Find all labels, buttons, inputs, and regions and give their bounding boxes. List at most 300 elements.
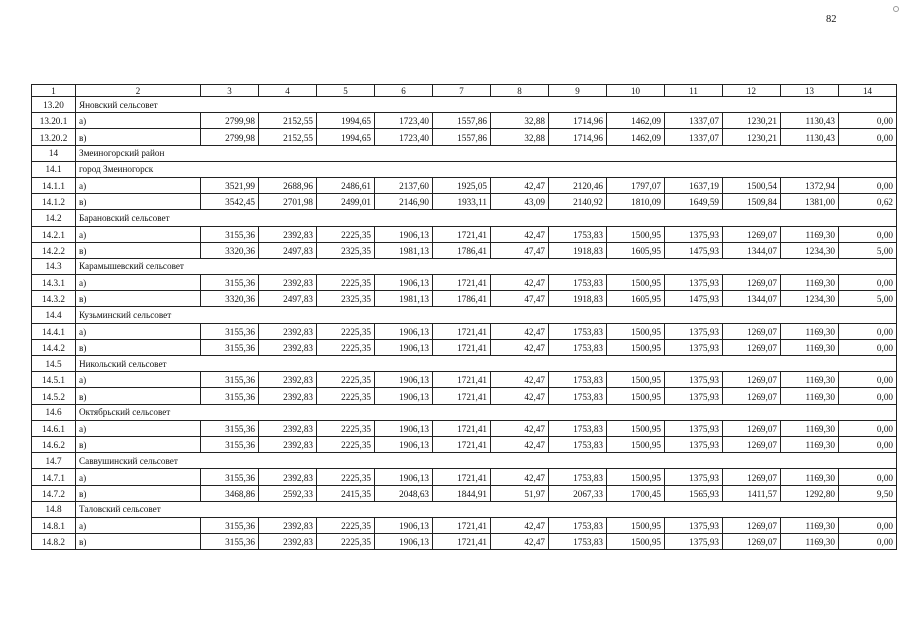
column-number-header-row <box>32 85 897 97</box>
value-cell-col-11: 1375,93 <box>665 517 723 533</box>
value-cell-col-12: 1269,07 <box>723 420 781 436</box>
table-row <box>32 129 897 145</box>
value-cell-col-7: 1557,86 <box>433 129 491 145</box>
table-row <box>32 226 897 242</box>
value-cell-col-7: 1721,41 <box>433 534 491 550</box>
value-cell-col-4: 2701,98 <box>259 194 317 210</box>
row-code: 14.6.1 <box>32 420 76 436</box>
value-cell-col-3: 2799,98 <box>201 129 259 145</box>
value-cell-col-4: 2392,83 <box>259 388 317 404</box>
value-cell-col-12: 1269,07 <box>723 469 781 485</box>
table-row <box>32 534 897 550</box>
value-cell-col-9: 1918,83 <box>549 291 607 307</box>
section-name: Таловский сельсовет <box>76 501 897 517</box>
section-row <box>32 501 897 517</box>
value-cell-col-10: 1500,95 <box>607 388 665 404</box>
value-cell-col-5: 2225,35 <box>317 469 375 485</box>
section-name: Карамышевский сельсовет <box>76 258 897 274</box>
value-cell-col-5: 2499,01 <box>317 194 375 210</box>
value-cell-col-12: 1269,07 <box>723 323 781 339</box>
value-cell-col-8: 42,47 <box>491 436 549 452</box>
value-cell-col-8: 42,47 <box>491 372 549 388</box>
table-row <box>32 388 897 404</box>
value-cell-col-8: 42,47 <box>491 469 549 485</box>
value-cell-col-9: 1753,83 <box>549 469 607 485</box>
table-row <box>32 113 897 129</box>
section-code: 14 <box>32 145 76 161</box>
value-cell-col-13: 1372,94 <box>781 177 839 193</box>
value-cell-col-9: 1714,96 <box>549 113 607 129</box>
value-cell-col-13: 1169,30 <box>781 372 839 388</box>
table-row <box>32 517 897 533</box>
column-header-13: 13 <box>781 85 839 97</box>
value-cell-col-3: 3155,36 <box>201 323 259 339</box>
value-cell-col-12: 1344,07 <box>723 242 781 258</box>
value-cell-col-12: 1269,07 <box>723 339 781 355</box>
value-cell-col-4: 2497,83 <box>259 291 317 307</box>
value-cell-col-6: 1906,13 <box>375 436 433 452</box>
value-cell-col-11: 1337,07 <box>665 129 723 145</box>
row-code: 14.2.2 <box>32 242 76 258</box>
value-cell-col-13: 1234,30 <box>781 242 839 258</box>
value-cell-col-4: 2392,83 <box>259 420 317 436</box>
value-cell-col-12: 1269,07 <box>723 226 781 242</box>
value-cell-col-14: 0,00 <box>839 469 897 485</box>
value-cell-col-11: 1565,93 <box>665 485 723 501</box>
value-cell-col-3: 3155,36 <box>201 436 259 452</box>
value-cell-col-14: 0,00 <box>839 388 897 404</box>
value-cell-col-12: 1269,07 <box>723 534 781 550</box>
table-row <box>32 291 897 307</box>
value-cell-col-11: 1375,93 <box>665 323 723 339</box>
value-cell-col-10: 1500,95 <box>607 323 665 339</box>
value-cell-col-6: 1906,13 <box>375 226 433 242</box>
section-row <box>32 210 897 226</box>
value-cell-col-10: 1797,07 <box>607 177 665 193</box>
section-code: 14.4 <box>32 307 76 323</box>
value-cell-col-7: 1925,05 <box>433 177 491 193</box>
value-cell-col-6: 1981,13 <box>375 242 433 258</box>
column-header-7: 7 <box>433 85 491 97</box>
table-row <box>32 469 897 485</box>
value-cell-col-3: 3155,36 <box>201 534 259 550</box>
value-cell-col-8: 42,47 <box>491 420 549 436</box>
table-row <box>32 436 897 452</box>
value-cell-col-9: 1753,83 <box>549 372 607 388</box>
section-name: город Змеиногорск <box>76 161 897 177</box>
column-header-1: 1 <box>32 85 76 97</box>
section-code: 14.8 <box>32 501 76 517</box>
table-row <box>32 485 897 501</box>
value-cell-col-3: 3155,36 <box>201 469 259 485</box>
value-cell-col-8: 42,47 <box>491 517 549 533</box>
value-cell-col-11: 1649,59 <box>665 194 723 210</box>
row-label: в) <box>76 485 201 501</box>
value-cell-col-14: 0,00 <box>839 339 897 355</box>
value-cell-col-3: 3320,36 <box>201 291 259 307</box>
section-code: 13.20 <box>32 97 76 113</box>
section-row <box>32 97 897 113</box>
value-cell-col-11: 1475,93 <box>665 291 723 307</box>
value-cell-col-14: 0,00 <box>839 275 897 291</box>
value-cell-col-6: 1723,40 <box>375 129 433 145</box>
value-cell-col-8: 42,47 <box>491 534 549 550</box>
page-number: 82 <box>826 14 837 25</box>
value-cell-col-3: 3155,36 <box>201 388 259 404</box>
column-header-11: 11 <box>665 85 723 97</box>
section-code: 14.3 <box>32 258 76 274</box>
value-cell-col-13: 1169,30 <box>781 534 839 550</box>
value-cell-col-13: 1169,30 <box>781 469 839 485</box>
section-name: Никольский сельсовет <box>76 356 897 372</box>
value-cell-col-12: 1509,84 <box>723 194 781 210</box>
row-code: 14.7.2 <box>32 485 76 501</box>
value-cell-col-9: 1753,83 <box>549 339 607 355</box>
value-cell-col-5: 2225,35 <box>317 436 375 452</box>
value-cell-col-13: 1169,30 <box>781 388 839 404</box>
value-cell-col-11: 1375,93 <box>665 275 723 291</box>
value-cell-col-7: 1721,41 <box>433 323 491 339</box>
value-cell-col-12: 1269,07 <box>723 436 781 452</box>
value-cell-col-4: 2152,55 <box>259 113 317 129</box>
value-cell-col-9: 1714,96 <box>549 129 607 145</box>
row-code: 13.20.1 <box>32 113 76 129</box>
table-row <box>32 242 897 258</box>
row-label: в) <box>76 242 201 258</box>
value-cell-col-7: 1721,41 <box>433 517 491 533</box>
section-row <box>32 356 897 372</box>
table-row <box>32 339 897 355</box>
value-cell-col-11: 1375,93 <box>665 420 723 436</box>
value-cell-col-12: 1230,21 <box>723 113 781 129</box>
value-cell-col-13: 1169,30 <box>781 436 839 452</box>
row-label: а) <box>76 226 201 242</box>
value-cell-col-5: 1994,65 <box>317 129 375 145</box>
value-cell-col-12: 1230,21 <box>723 129 781 145</box>
row-label: а) <box>76 275 201 291</box>
value-cell-col-14: 0,62 <box>839 194 897 210</box>
value-cell-col-5: 2225,35 <box>317 372 375 388</box>
value-cell-col-13: 1169,30 <box>781 275 839 291</box>
value-cell-col-13: 1292,80 <box>781 485 839 501</box>
value-cell-col-5: 2225,35 <box>317 420 375 436</box>
value-cell-col-12: 1269,07 <box>723 372 781 388</box>
value-cell-col-6: 1981,13 <box>375 291 433 307</box>
column-header-8: 8 <box>491 85 549 97</box>
value-cell-col-10: 1810,09 <box>607 194 665 210</box>
column-header-3: 3 <box>201 85 259 97</box>
section-name: Кузьминский сельсовет <box>76 307 897 323</box>
value-cell-col-14: 0,00 <box>839 113 897 129</box>
value-cell-col-7: 1557,86 <box>433 113 491 129</box>
value-cell-col-6: 1723,40 <box>375 113 433 129</box>
value-cell-col-7: 1786,41 <box>433 242 491 258</box>
row-code: 13.20.2 <box>32 129 76 145</box>
value-cell-col-4: 2592,33 <box>259 485 317 501</box>
row-label: а) <box>76 469 201 485</box>
table-row <box>32 372 897 388</box>
column-header-4: 4 <box>259 85 317 97</box>
value-cell-col-6: 1906,13 <box>375 534 433 550</box>
row-code: 14.2.1 <box>32 226 76 242</box>
value-cell-col-14: 0,00 <box>839 420 897 436</box>
value-cell-col-11: 1375,93 <box>665 339 723 355</box>
column-header-9: 9 <box>549 85 607 97</box>
value-cell-col-13: 1234,30 <box>781 291 839 307</box>
value-cell-col-10: 1500,95 <box>607 420 665 436</box>
value-cell-col-4: 2392,83 <box>259 436 317 452</box>
value-cell-col-14: 0,00 <box>839 129 897 145</box>
value-cell-col-3: 3155,36 <box>201 420 259 436</box>
value-cell-col-5: 2325,35 <box>317 242 375 258</box>
value-cell-col-14: 0,00 <box>839 436 897 452</box>
value-cell-col-8: 42,47 <box>491 275 549 291</box>
table-row <box>32 323 897 339</box>
value-cell-col-5: 2486,61 <box>317 177 375 193</box>
value-cell-col-14: 9,50 <box>839 485 897 501</box>
value-cell-col-11: 1375,93 <box>665 226 723 242</box>
value-cell-col-4: 2392,83 <box>259 372 317 388</box>
value-cell-col-7: 1721,41 <box>433 436 491 452</box>
value-cell-col-14: 5,00 <box>839 291 897 307</box>
value-cell-col-5: 2225,35 <box>317 275 375 291</box>
column-header-6: 6 <box>375 85 433 97</box>
value-cell-col-9: 2140,92 <box>549 194 607 210</box>
value-cell-col-3: 3155,36 <box>201 275 259 291</box>
value-cell-col-10: 1605,95 <box>607 242 665 258</box>
value-cell-col-12: 1269,07 <box>723 275 781 291</box>
value-cell-col-10: 1500,95 <box>607 339 665 355</box>
value-cell-col-5: 2225,35 <box>317 388 375 404</box>
value-cell-col-3: 3155,36 <box>201 517 259 533</box>
value-cell-col-13: 1381,00 <box>781 194 839 210</box>
row-label: а) <box>76 517 201 533</box>
value-cell-col-3: 3155,36 <box>201 226 259 242</box>
value-cell-col-5: 2225,35 <box>317 517 375 533</box>
table-row <box>32 275 897 291</box>
value-cell-col-12: 1269,07 <box>723 388 781 404</box>
section-row <box>32 145 897 161</box>
table-row <box>32 420 897 436</box>
value-cell-col-8: 32,88 <box>491 113 549 129</box>
section-code: 14.2 <box>32 210 76 226</box>
value-cell-col-8: 42,47 <box>491 226 549 242</box>
value-cell-col-6: 2048,63 <box>375 485 433 501</box>
value-cell-col-4: 2392,83 <box>259 323 317 339</box>
value-cell-col-5: 2225,35 <box>317 339 375 355</box>
value-cell-col-8: 42,47 <box>491 323 549 339</box>
value-cell-col-6: 1906,13 <box>375 323 433 339</box>
value-cell-col-9: 2120,46 <box>549 177 607 193</box>
value-cell-col-6: 1906,13 <box>375 339 433 355</box>
row-code: 14.3.2 <box>32 291 76 307</box>
value-cell-col-5: 1994,65 <box>317 113 375 129</box>
value-cell-col-14: 0,00 <box>839 372 897 388</box>
table-body <box>32 85 897 550</box>
value-cell-col-7: 1786,41 <box>433 291 491 307</box>
section-row <box>32 307 897 323</box>
value-cell-col-7: 1721,41 <box>433 372 491 388</box>
value-cell-col-4: 2392,83 <box>259 534 317 550</box>
value-cell-col-6: 1906,13 <box>375 469 433 485</box>
value-cell-col-6: 1906,13 <box>375 517 433 533</box>
value-cell-col-4: 2688,96 <box>259 177 317 193</box>
value-cell-col-14: 0,00 <box>839 534 897 550</box>
row-code: 14.5.1 <box>32 372 76 388</box>
row-label: а) <box>76 177 201 193</box>
value-cell-col-9: 1918,83 <box>549 242 607 258</box>
value-cell-col-9: 1753,83 <box>549 226 607 242</box>
row-code: 14.4.1 <box>32 323 76 339</box>
column-header-5: 5 <box>317 85 375 97</box>
value-cell-col-6: 1906,13 <box>375 372 433 388</box>
value-cell-col-10: 1500,95 <box>607 275 665 291</box>
table-row <box>32 177 897 193</box>
value-cell-col-10: 1500,95 <box>607 469 665 485</box>
row-label: в) <box>76 436 201 452</box>
row-label: в) <box>76 129 201 145</box>
value-cell-col-4: 2392,83 <box>259 469 317 485</box>
value-cell-col-9: 1753,83 <box>549 388 607 404</box>
column-header-14: 14 <box>839 85 897 97</box>
column-header-12: 12 <box>723 85 781 97</box>
section-row <box>32 258 897 274</box>
value-cell-col-3: 3320,36 <box>201 242 259 258</box>
value-cell-col-11: 1475,93 <box>665 242 723 258</box>
section-row <box>32 453 897 469</box>
value-cell-col-4: 2392,83 <box>259 339 317 355</box>
value-cell-col-13: 1169,30 <box>781 339 839 355</box>
section-code: 14.1 <box>32 161 76 177</box>
row-label: а) <box>76 420 201 436</box>
value-cell-col-7: 1933,11 <box>433 194 491 210</box>
value-cell-col-7: 1721,41 <box>433 226 491 242</box>
value-cell-col-3: 3521,99 <box>201 177 259 193</box>
section-name: Барановский сельсовет <box>76 210 897 226</box>
value-cell-col-9: 1753,83 <box>549 275 607 291</box>
value-cell-col-6: 1906,13 <box>375 420 433 436</box>
value-cell-col-3: 3155,36 <box>201 339 259 355</box>
value-cell-col-9: 1753,83 <box>549 517 607 533</box>
value-cell-col-8: 43,09 <box>491 194 549 210</box>
value-cell-col-7: 1721,41 <box>433 420 491 436</box>
row-code: 14.5.2 <box>32 388 76 404</box>
value-cell-col-8: 42,47 <box>491 339 549 355</box>
value-cell-col-4: 2152,55 <box>259 129 317 145</box>
value-cell-col-3: 3468,86 <box>201 485 259 501</box>
value-cell-col-9: 1753,83 <box>549 534 607 550</box>
value-cell-col-10: 1500,95 <box>607 226 665 242</box>
section-code: 14.5 <box>32 356 76 372</box>
value-cell-col-4: 2392,83 <box>259 226 317 242</box>
value-cell-col-11: 1375,93 <box>665 469 723 485</box>
value-cell-col-14: 0,00 <box>839 517 897 533</box>
row-label: а) <box>76 323 201 339</box>
value-cell-col-10: 1462,09 <box>607 129 665 145</box>
row-code: 14.6.2 <box>32 436 76 452</box>
value-cell-col-6: 1906,13 <box>375 275 433 291</box>
scan-edge-mark <box>893 6 899 12</box>
value-cell-col-8: 47,47 <box>491 242 549 258</box>
section-name: Змеиногорский район <box>76 145 897 161</box>
row-code: 14.8.2 <box>32 534 76 550</box>
value-cell-col-9: 1753,83 <box>549 420 607 436</box>
value-cell-col-9: 2067,33 <box>549 485 607 501</box>
section-code: 14.6 <box>32 404 76 420</box>
value-cell-col-4: 2392,83 <box>259 517 317 533</box>
value-cell-col-8: 47,47 <box>491 291 549 307</box>
row-code: 14.3.1 <box>32 275 76 291</box>
value-cell-col-5: 2325,35 <box>317 291 375 307</box>
value-cell-col-11: 1375,93 <box>665 388 723 404</box>
value-cell-col-10: 1500,95 <box>607 534 665 550</box>
row-code: 14.7.1 <box>32 469 76 485</box>
row-label: в) <box>76 194 201 210</box>
row-label: а) <box>76 372 201 388</box>
value-cell-col-10: 1500,95 <box>607 372 665 388</box>
value-cell-col-8: 32,88 <box>491 129 549 145</box>
value-cell-col-11: 1375,93 <box>665 436 723 452</box>
value-cell-col-7: 1721,41 <box>433 469 491 485</box>
table-row <box>32 194 897 210</box>
value-cell-col-9: 1753,83 <box>549 436 607 452</box>
value-cell-col-7: 1721,41 <box>433 275 491 291</box>
value-cell-col-7: 1721,41 <box>433 388 491 404</box>
row-label: в) <box>76 388 201 404</box>
section-name: Саввушинский сельсовет <box>76 453 897 469</box>
value-cell-col-8: 42,47 <box>491 388 549 404</box>
value-cell-col-10: 1500,95 <box>607 436 665 452</box>
row-code: 14.8.1 <box>32 517 76 533</box>
column-header-2: 2 <box>76 85 201 97</box>
value-cell-col-13: 1130,43 <box>781 129 839 145</box>
value-cell-col-6: 2137,60 <box>375 177 433 193</box>
row-label: в) <box>76 291 201 307</box>
value-cell-col-6: 2146,90 <box>375 194 433 210</box>
value-cell-col-14: 0,00 <box>839 177 897 193</box>
row-code: 14.4.2 <box>32 339 76 355</box>
value-cell-col-13: 1169,30 <box>781 323 839 339</box>
row-code: 14.1.1 <box>32 177 76 193</box>
value-cell-col-4: 2392,83 <box>259 275 317 291</box>
value-cell-col-3: 2799,98 <box>201 113 259 129</box>
value-cell-col-7: 1844,91 <box>433 485 491 501</box>
value-cell-col-3: 3155,36 <box>201 372 259 388</box>
value-cell-col-4: 2497,83 <box>259 242 317 258</box>
row-label: в) <box>76 534 201 550</box>
value-cell-col-10: 1500,95 <box>607 517 665 533</box>
row-label: а) <box>76 113 201 129</box>
value-cell-col-13: 1169,30 <box>781 420 839 436</box>
value-cell-col-8: 51,97 <box>491 485 549 501</box>
value-cell-col-13: 1130,43 <box>781 113 839 129</box>
section-name: Октябрьский сельсовет <box>76 404 897 420</box>
value-cell-col-7: 1721,41 <box>433 339 491 355</box>
value-cell-col-10: 1700,45 <box>607 485 665 501</box>
value-cell-col-11: 1337,07 <box>665 113 723 129</box>
value-cell-col-11: 1375,93 <box>665 372 723 388</box>
value-cell-col-10: 1462,09 <box>607 113 665 129</box>
section-code: 14.7 <box>32 453 76 469</box>
value-cell-col-12: 1411,57 <box>723 485 781 501</box>
value-cell-col-12: 1269,07 <box>723 517 781 533</box>
value-cell-col-14: 0,00 <box>839 226 897 242</box>
value-cell-col-13: 1169,30 <box>781 517 839 533</box>
value-cell-col-5: 2415,35 <box>317 485 375 501</box>
value-cell-col-3: 3542,45 <box>201 194 259 210</box>
value-cell-col-13: 1169,30 <box>781 226 839 242</box>
value-cell-col-5: 2225,35 <box>317 323 375 339</box>
